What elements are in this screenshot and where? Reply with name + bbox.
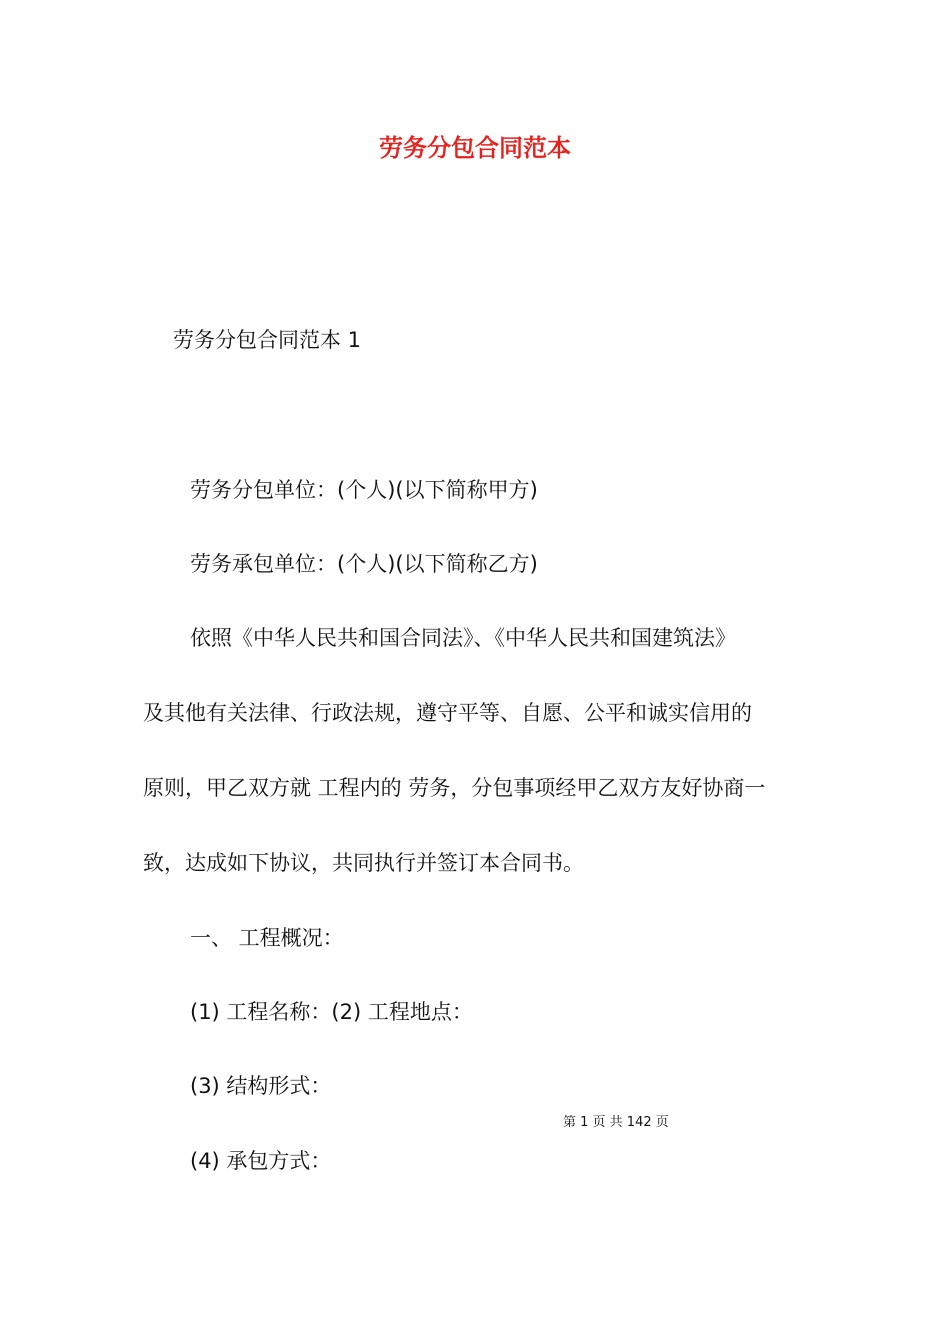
page-number: 第 1 页 共 142 页 bbox=[563, 1115, 669, 1130]
section-heading: 劳务分包合同范本 1 bbox=[173, 328, 362, 352]
party-a-line: 劳务分包单位：(个人)(以下简称甲方) bbox=[190, 478, 538, 502]
body-paragraph-line-1: 依照《中华人民共和国合同法》、《中华人民共和国建筑法》 bbox=[190, 626, 736, 650]
body-paragraph-line-2: 及其他有关法律、行政法规，遵守平等、自愿、公平和诚实信用的 bbox=[143, 701, 752, 725]
structure-form-line: (3) 结构形式： bbox=[190, 1074, 332, 1098]
clause-heading: 一、 工程概况： bbox=[190, 926, 344, 950]
body-paragraph-line-4: 致，达成如下协议，共同执行并签订本合同书。 bbox=[143, 851, 584, 875]
contracting-method-line: (4) 承包方式： bbox=[190, 1149, 332, 1173]
body-paragraph-line-3: 原则，甲乙双方就 工程内的 劳务，分包事项经甲乙双方友好协商一 bbox=[143, 776, 766, 800]
party-b-line: 劳务承包单位：(个人)(以下简称乙方) bbox=[190, 552, 538, 576]
document-title: 劳务分包合同范本 bbox=[379, 134, 571, 162]
project-name-location-line: (1) 工程名称：(2) 工程地点： bbox=[190, 1000, 473, 1024]
